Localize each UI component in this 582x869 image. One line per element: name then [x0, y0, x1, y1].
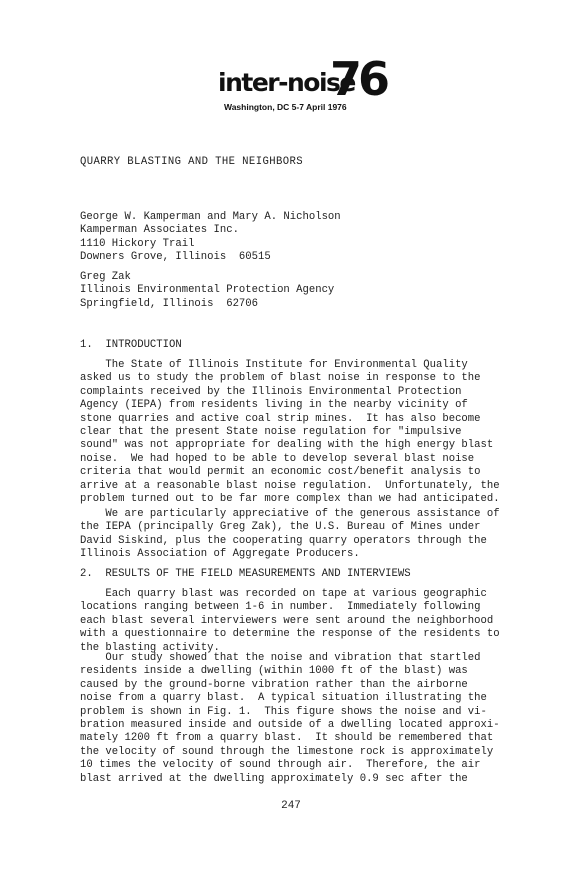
logo-wordmark: inter-noise	[218, 68, 355, 97]
paper-title: QUARRY BLASTING AND THE NEIGHBORS	[80, 156, 303, 168]
author-block-1: George W. Kamperman and Mary A. Nicholson Kamperman Associates Inc. 1110 Hickory Trail Downers Grove, Illinois 60515	[80, 211, 341, 264]
author-block-2: Greg Zak Illinois Environmental Protection Agency Springfield, Illinois 62706	[80, 271, 335, 310]
intro-paragraph-2: We are particularly appreciative of the generous assistance of the IEPA (principally Greg Zak), the U.S. Bureau of Mines under David Siskind, plus the cooperating quarry operators through the Illinois Association of Aggregate Producers.	[80, 508, 500, 561]
section-heading-introduction: 1. INTRODUCTION	[80, 339, 182, 351]
conference-logo	[218, 52, 387, 114]
logo-year: 76	[330, 52, 387, 106]
intro-paragraph-1: The State of Illinois Institute for Environmental Quality asked us to study the problem of blast noise in response to the complaints received by the Illinois Environmental Protection Agency (IEPA) from residents living in the nearby vicinity of stone quarries and active coal strip mines. It has also become clear that the present State noise regulation for "impulsive sound" was not appropriate for dealing with the high energy blast noise. We had hoped to be able to develop several blast noise criteria that would permit an economic cost/benefit analysis to arrive at a reasonable blast noise regulation. Unfortunately, the problem turned out to be far more complex than we had anticipated.	[80, 359, 500, 506]
results-paragraph-1: Each quarry blast was recorded on tape at various geographic locations ranging between 1-6 in number. Immediately following each blast several interviewers were sent around the neighborhood with a questionnaire to determine the response of the residents to the blasting activity.	[80, 588, 500, 654]
results-paragraph-2: Our study showed that the noise and vibration that startled residents inside a dwelling (within 1000 ft of the blast) was caused by the ground-borne vibration rather than the airborne noise from a quarry blast. A typical situation illustrating the problem is shown in Fig. 1. This figure shows the noise and vi- bration measured inside and outside of a dwelling located approxi- mately 1200 ft from a quarry blast. It should be remembered that the velocity of sound through the limestone rock is approximately 10 times the velocity of sound through air. Therefore, the air blast arrived at the dwelling approximately 0.9 sec after the	[80, 652, 500, 785]
section-heading-results: 2. RESULTS OF THE FIELD MEASUREMENTS AND INTERVIEWS	[80, 568, 411, 580]
page-number: 247	[281, 800, 301, 812]
conference-venue: Washington, DC 5-7 April 1976	[224, 102, 347, 112]
